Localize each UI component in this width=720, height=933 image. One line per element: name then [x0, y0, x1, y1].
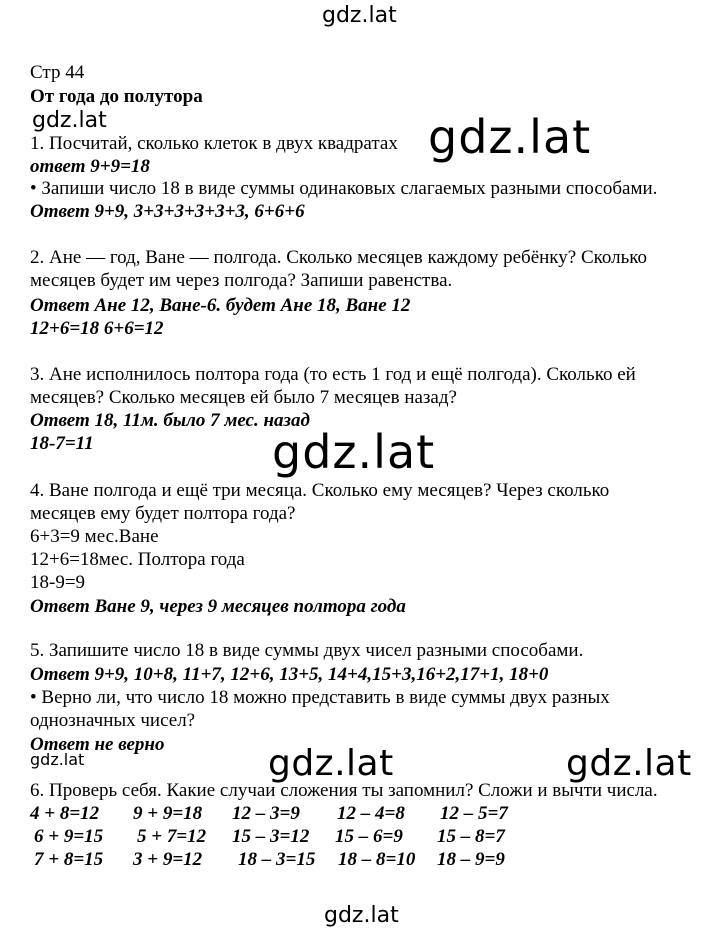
watermark-big: gdz.lat — [272, 425, 436, 479]
task-5-subtask: • Верно ли, что число 18 можно представить в виде суммы двух разных — [30, 687, 610, 708]
watermark-top: gdz.lat — [322, 3, 397, 28]
equation-cell: 5 + 7=12 — [137, 826, 207, 847]
task-1-answer: ответ 9+9=18 — [30, 156, 150, 177]
equation-cell: 15 – 6=9 — [335, 826, 403, 847]
task-4-text: 4. Ване полгода и ещё три месяца. Сколько ему месяцев? Через сколько — [30, 480, 610, 501]
equation-cell: 9 + 9=18 — [133, 803, 203, 824]
task-4-answer: Ответ Ване 9, через 9 месяцев полтора года — [30, 596, 406, 617]
equation-cell: 15 – 3=12 — [232, 826, 310, 847]
equation-cell: 7 + 8=15 — [34, 849, 104, 870]
task-5-answer: Ответ 9+9, 10+8, 11+7, 12+6, 13+5, 14+4,15+3,16+2,17+1, 18+0 — [30, 664, 549, 685]
task-2-answer: Ответ Ане 12, Ване-6. будет Ане 18, Ване 12 — [30, 295, 411, 316]
equation-cell: 12 – 3=9 — [232, 803, 300, 824]
equation-cell: 18 – 9=9 — [437, 849, 505, 870]
task-5-subtask-cont: однозначных чисел? — [30, 710, 196, 731]
task-3-text-cont: месяцев? Сколько месяцев ей было 7 месяцев назад? — [30, 387, 457, 408]
task-1-subtask: • Запиши число 18 в виде суммы одинаковых слагаемых разными способами. — [30, 178, 658, 199]
task-6-text: 6. Проверь себя. Какие случаи сложения ты запомнил? Сложи и вычти числа. — [30, 780, 658, 801]
page-title: От года до полутора — [30, 86, 203, 107]
page-ref: Стр 44 — [30, 62, 85, 83]
task-5-text: 5. Запишите число 18 в виде суммы двух чисел разными способами. — [30, 640, 584, 661]
watermark-mid: gdz.lat — [268, 743, 394, 784]
equation-cell: 15 – 8=7 — [437, 826, 505, 847]
equation-cell: 12 – 4=8 — [337, 803, 405, 824]
equation-cell: 4 + 8=12 — [30, 803, 100, 824]
task-2-equations: 12+6=18 6+6=12 — [30, 318, 164, 339]
task-3-equation: 18-7=11 — [30, 433, 94, 454]
watermark-mid: gdz.lat — [566, 743, 692, 784]
watermark-big: gdz.lat — [428, 110, 592, 164]
task-2-text: 2. Ане — год, Ване — полгода. Сколько месяцев каждому ребёнку? Сколько — [30, 247, 648, 268]
task-5-subanswer: Ответ не верно — [30, 734, 165, 755]
watermark-bottom: gdz.lat — [324, 903, 399, 928]
equation-cell: 3 + 9=12 — [133, 849, 203, 870]
task-1-text: 1. Посчитай, сколько клеток в двух квадратах — [30, 133, 398, 154]
task-4-step: 12+6=18мес. Полтора года — [30, 549, 245, 570]
task-3-text: 3. Ане исполнилось полтора года (то есть 1 год и ещё полгода). Сколько ей — [30, 364, 636, 385]
task-4-step: 6+3=9 мес.Ване — [30, 526, 159, 547]
task-4-text-cont: месяцев ему будет полтора года? — [30, 503, 296, 524]
equation-cell: 6 + 9=15 — [34, 826, 104, 847]
equation-cell: 18 – 8=10 — [338, 849, 416, 870]
task-2-text-cont: месяцев будет им через полгода? Запиши равенства. — [30, 270, 453, 291]
task-4-step: 18-9=9 — [30, 572, 86, 593]
task-1-subanswer: Ответ 9+9, 3+3+3+3+3+3, 6+6+6 — [30, 201, 305, 222]
equation-cell: 18 – 3=15 — [238, 849, 316, 870]
equation-cell: 12 – 5=7 — [440, 803, 508, 824]
watermark-under-title: gdz.lat — [32, 108, 107, 133]
watermark-tiny: gdz.lat — [30, 750, 85, 769]
task-3-answer: Ответ 18, 11м. было 7 мес. назад — [30, 410, 310, 431]
